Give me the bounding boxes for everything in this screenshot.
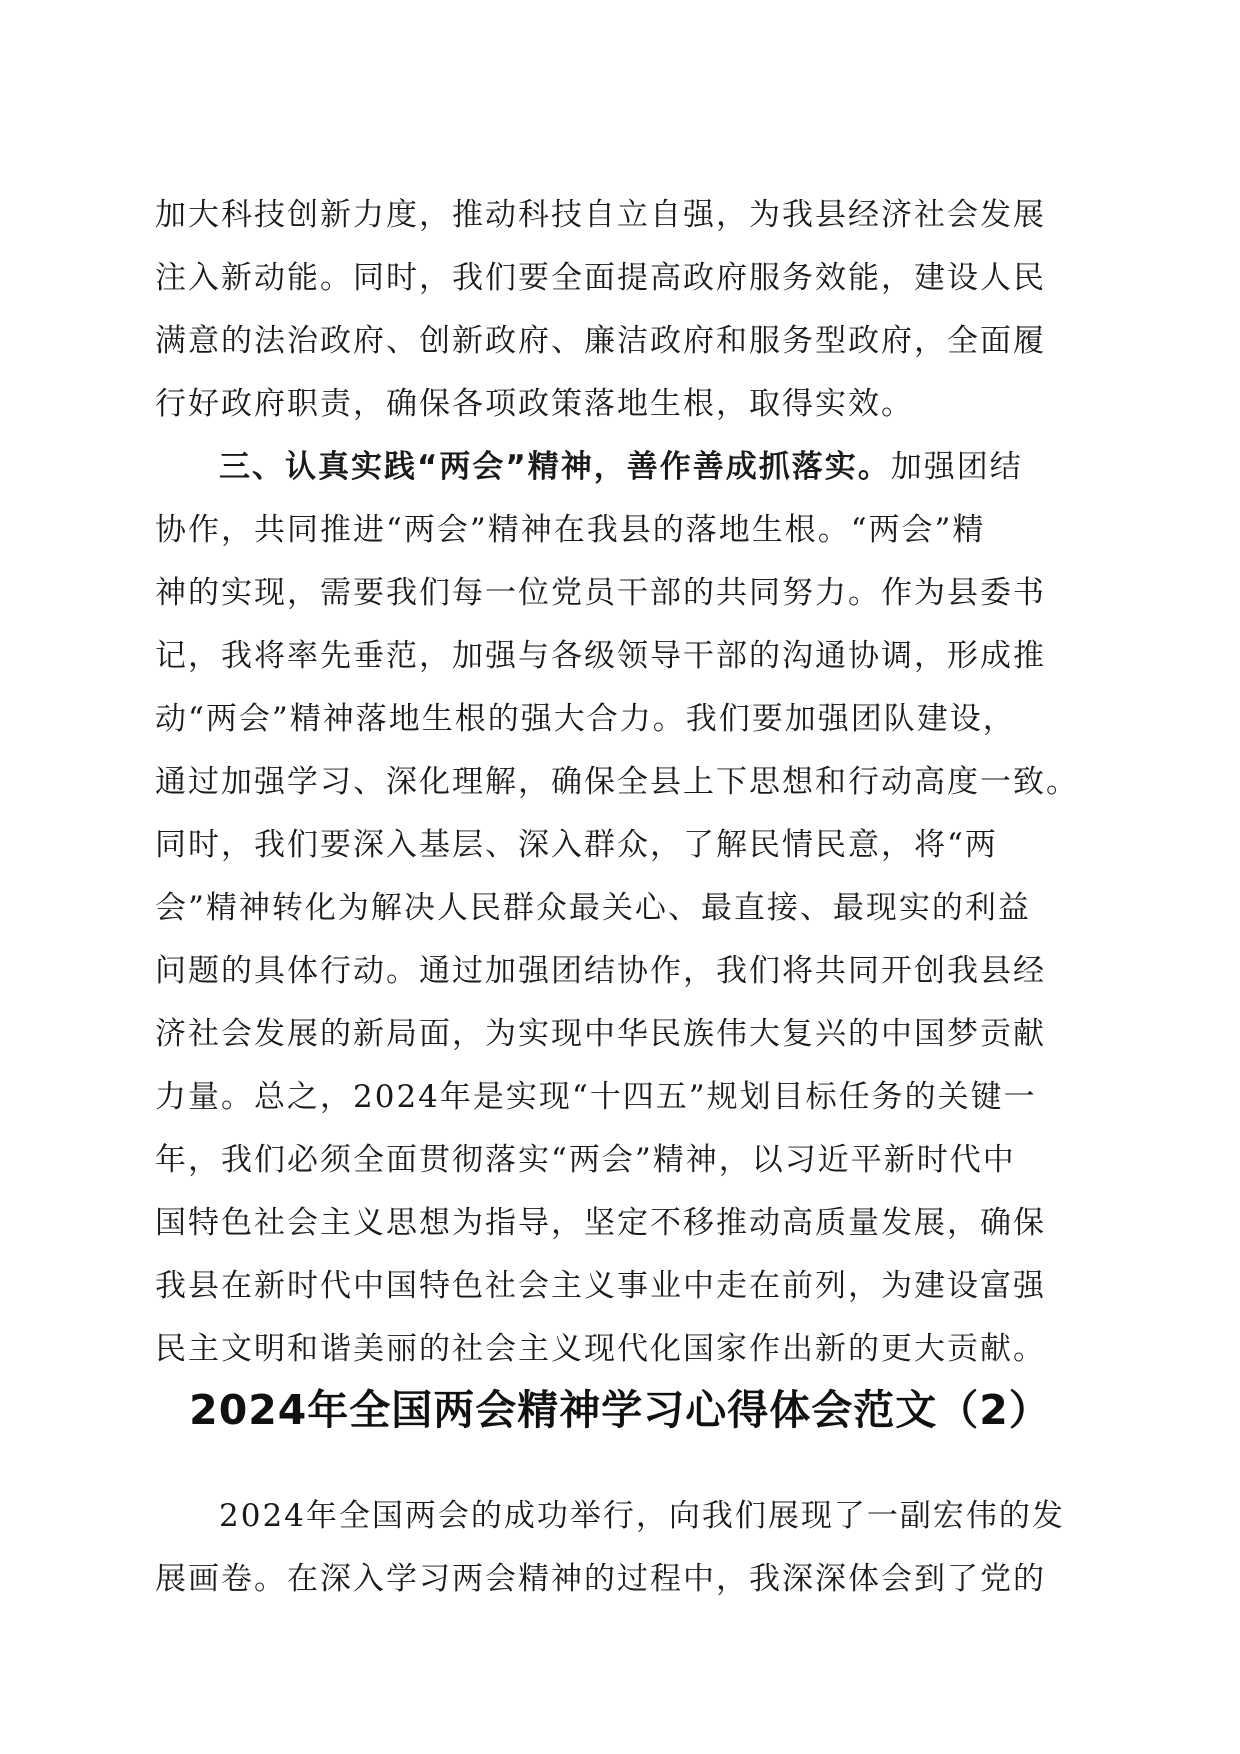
paragraph-1 [155,184,1075,436]
text-line: 同时，我们要深入基层、深入群众，了解民情民意，将“两 [155,827,998,863]
text-line: 神的实现，需要我们每一位党员干部的共同努力。作为县委书 [155,575,1046,611]
text-line: 会”精神转化为解决人民群众最关心、最直接、最现实的利益 [155,890,1031,926]
text-line: 年，我们必须全面贯彻落实“两会”精神，以习近平新时代中 [155,1142,1016,1178]
text-line: 通过加强学习、深化理解，确保全县上下思想和行动高度一致。 [155,764,1079,800]
section-title: 2024年全国两会精神学习心得体会范文（2） [189,1386,1051,1434]
text-line: 国特色社会主义思想为指导，坚定不移推动高质量发展，确保 [155,1205,1046,1241]
text-line: 行好政府职责，确保各项政策落地生根，取得实效。 [155,386,914,422]
paragraph-3 [155,1485,1075,1611]
text-line: 我县在新时代中国特色社会主义事业中走在前列，为建设富强 [155,1268,1046,1304]
paragraph-2 [155,436,1079,1381]
text-line: 力量。总之，2024年是实现“十四五”规划目标任务的关键一 [155,1079,1037,1115]
text-line: 民主文明和谐美丽的社会主义现代化国家作出新的更大贡献。 [155,1331,1046,1367]
first-line-rest: 加强团结 [890,449,1023,485]
section-heading-three: 三、认真实践“两会”精神，善作善成抓落实。 [219,449,891,485]
text-line: 动“两会”精神落地生根的强大合力。我们要加强团队建设， [155,701,1016,737]
text-line: 加大科技创新力度，推动科技自立自强，为我县经济社会发展 [155,197,1046,233]
text-line: 记，我将率先垂范，加强与各级领导干部的沟通协调，形成推 [155,638,1046,674]
text-line: 注入新动能。同时，我们要全面提高政府服务效能，建设人民 [155,260,1046,296]
text-line: 满意的法治政府、创新政府、廉洁政府和服务型政府，全面履 [155,323,1046,359]
text-line: 展画卷。在深入学习两会精神的过程中，我深深体会到了党的 [155,1561,1046,1597]
text-line: 济社会发展的新局面，为实现中华民族伟大复兴的中国梦贡献 [155,1016,1046,1052]
text-line: 问题的具体行动。通过加强团结协作，我们将共同开创我县经 [155,953,1046,989]
text-line: 协作，共同推进“两会”精神在我县的落地生根。“两会”精 [155,512,986,548]
text-line: 2024年全国两会的成功举行，向我们展现了一副宏伟的发 [219,1498,1065,1534]
text-line-first [155,436,1075,499]
